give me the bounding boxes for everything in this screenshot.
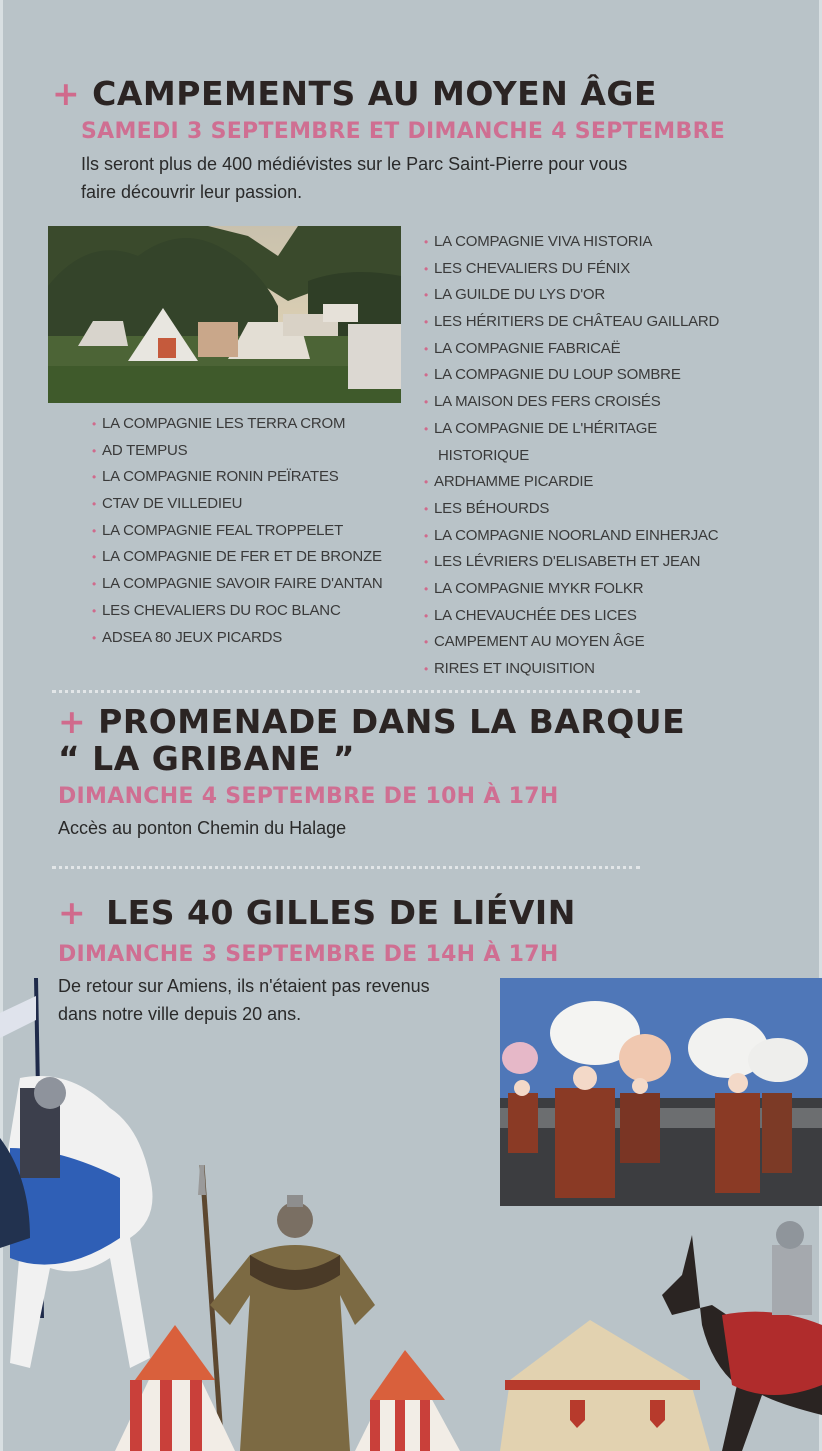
dot-icon: • xyxy=(424,395,429,410)
dot-icon: • xyxy=(92,470,97,485)
knight-dark-horse-illustration xyxy=(652,1215,822,1451)
list-item-label: LA COMPAGNIE FEAL TROPPELET xyxy=(102,521,344,539)
list-item xyxy=(92,544,383,571)
list-item-label: RIRES ET INQUISITION xyxy=(434,660,595,677)
list-item xyxy=(92,518,383,545)
section-title-text: LES 40 GILLES DE LIÉVIN xyxy=(106,893,576,932)
description-line: faire découvrir leur passion. xyxy=(81,182,303,202)
list-item xyxy=(424,389,719,416)
list-item xyxy=(92,571,383,598)
gilles-photo-image xyxy=(500,978,822,1206)
list-item-label: LA COMPAGNIE NOORLAND EINHERJAC xyxy=(434,526,719,544)
list-item-label: LA COMPAGNIE VIVA HISTORIA xyxy=(434,233,653,250)
list-item-label: LES HÉRITIERS DE CHÂTEAU GAILLARD xyxy=(434,313,720,331)
list-item-label: CTAV DE VILLEDIEU xyxy=(102,495,243,513)
dot-icon: • xyxy=(424,261,429,276)
section-date-gilles: DIMANCHE 3 SEPTEMBRE DE 14H À 17H xyxy=(58,942,559,967)
dot-icon: • xyxy=(92,577,97,592)
description-line: Ils seront plus de 400 médiévistes sur le Parc Saint-Pierre pour vous xyxy=(81,154,628,174)
dot-icon: • xyxy=(424,288,429,303)
dot-icon: • xyxy=(92,550,97,565)
plus-icon: + xyxy=(58,702,87,741)
description-line: De retour sur Amiens, ils n'étaient pas revenus xyxy=(58,976,430,996)
list-item-label: LA COMPAGNIE DE L'HÉRITAGE xyxy=(434,419,658,437)
dot-icon: • xyxy=(92,603,97,618)
list-item xyxy=(424,336,719,363)
section-title-text: CAMPEMENTS AU MOYEN ÂGE xyxy=(92,74,657,113)
list-item xyxy=(92,464,383,491)
list-item-label: LES LÉVRIERS D'ELISABETH ET JEAN xyxy=(434,553,701,571)
list-item xyxy=(424,603,719,630)
dot-icon: • xyxy=(424,501,429,516)
list-item-label: LA COMPAGNIE DU LOUP SOMBRE xyxy=(434,366,681,384)
camp-photo xyxy=(48,226,401,403)
section-subtitle-gribane: “ LA GRIBANE ” xyxy=(58,739,356,778)
dot-icon: • xyxy=(424,555,429,570)
company-list-left xyxy=(92,411,383,651)
list-item-continuation xyxy=(424,443,719,470)
list-item xyxy=(92,491,383,518)
list-item-label: LES BÉHOURDS xyxy=(434,499,550,517)
company-list-right xyxy=(424,229,719,683)
list-item xyxy=(424,309,719,336)
list-item xyxy=(424,523,719,550)
list-item xyxy=(424,629,719,656)
list-item-label: LA CHEVAUCHÉE DES LICES xyxy=(434,606,637,624)
gilles-photo xyxy=(500,978,822,1206)
list-item-label: LA MAISON DES FERS CROISÉS xyxy=(434,393,661,411)
list-item-label: LA COMPAGNIE LES TERRA CROM xyxy=(102,415,346,432)
striped-tents-illustration xyxy=(115,1320,465,1451)
list-item xyxy=(424,229,719,256)
list-item-label: LA COMPAGNIE FABRICAË xyxy=(434,339,621,357)
dot-icon: • xyxy=(424,475,429,490)
list-item-label: LA COMPAGNIE RONIN PEÏRATES xyxy=(102,468,339,486)
list-item-label: LES CHEVALIERS DU ROC BLANC xyxy=(102,601,341,619)
description-line: dans notre ville depuis 20 ans. xyxy=(58,1004,302,1024)
list-item-label: ARDHAMME PICARDIE xyxy=(434,473,594,491)
section-title-gilles xyxy=(58,893,576,932)
section-title-campements xyxy=(52,74,657,113)
dot-icon: • xyxy=(92,497,97,512)
list-item xyxy=(424,656,719,683)
section-title-text: PROMENADE DANS LA BARQUE xyxy=(98,702,686,741)
dot-icon: • xyxy=(92,523,97,538)
dot-icon: • xyxy=(424,368,429,383)
list-item xyxy=(424,469,719,496)
list-item-label: LA GUILDE DU LYS D'OR xyxy=(434,286,605,304)
list-item xyxy=(424,362,719,389)
dot-icon: • xyxy=(424,608,429,623)
dot-icon: • xyxy=(424,581,429,596)
list-item xyxy=(92,625,383,652)
list-item-label: CAMPEMENT AU MOYEN ÂGE xyxy=(434,633,645,651)
list-item-label: LA COMPAGNIE SAVOIR FAIRE D'ANTAN xyxy=(102,575,383,593)
list-item-label: ADSEA 80 JEUX PICARDS xyxy=(102,628,283,646)
dot-icon: • xyxy=(92,417,97,431)
list-item xyxy=(92,598,383,625)
dot-icon: • xyxy=(92,443,97,458)
section-date-campements: SAMEDI 3 SEPTEMBRE ET DIMANCHE 4 SEPTEMBRE xyxy=(81,119,726,144)
list-item-label: LES CHEVALIERS DU FÉNIX xyxy=(434,259,631,277)
list-item-label: LA COMPAGNIE DE FER ET DE BRONZE xyxy=(102,548,382,566)
dot-icon: • xyxy=(424,315,429,330)
list-item xyxy=(92,438,383,465)
list-item xyxy=(424,282,719,309)
dot-icon: • xyxy=(424,662,429,676)
dot-icon: • xyxy=(424,341,429,356)
dot-icon: • xyxy=(424,235,429,249)
list-item xyxy=(424,256,719,283)
list-item xyxy=(424,416,719,443)
list-item-label: HISTORIQUE xyxy=(438,446,530,464)
section-description-campements xyxy=(81,150,627,206)
dotted-divider xyxy=(52,690,640,693)
list-item-label: LA COMPAGNIE MYKR FOLKR xyxy=(434,579,644,597)
list-item xyxy=(424,576,719,603)
dot-icon: • xyxy=(424,421,429,436)
plus-icon: + xyxy=(52,74,81,113)
dot-icon: • xyxy=(424,635,429,650)
section-date-promenade: DIMANCHE 4 SEPTEMBRE DE 10H À 17H xyxy=(58,784,559,809)
list-item-label: AD TEMPUS xyxy=(102,441,188,459)
section-description-promenade: Accès au ponton Chemin du Halage xyxy=(58,818,347,838)
camp-photo-image xyxy=(48,226,401,403)
list-item xyxy=(424,549,719,576)
section-title-promenade xyxy=(58,702,685,741)
dotted-divider xyxy=(52,866,640,869)
plus-icon: + xyxy=(58,893,87,932)
list-item xyxy=(424,496,719,523)
dot-icon: • xyxy=(92,630,97,645)
dot-icon: • xyxy=(424,528,429,543)
list-item xyxy=(92,411,383,438)
